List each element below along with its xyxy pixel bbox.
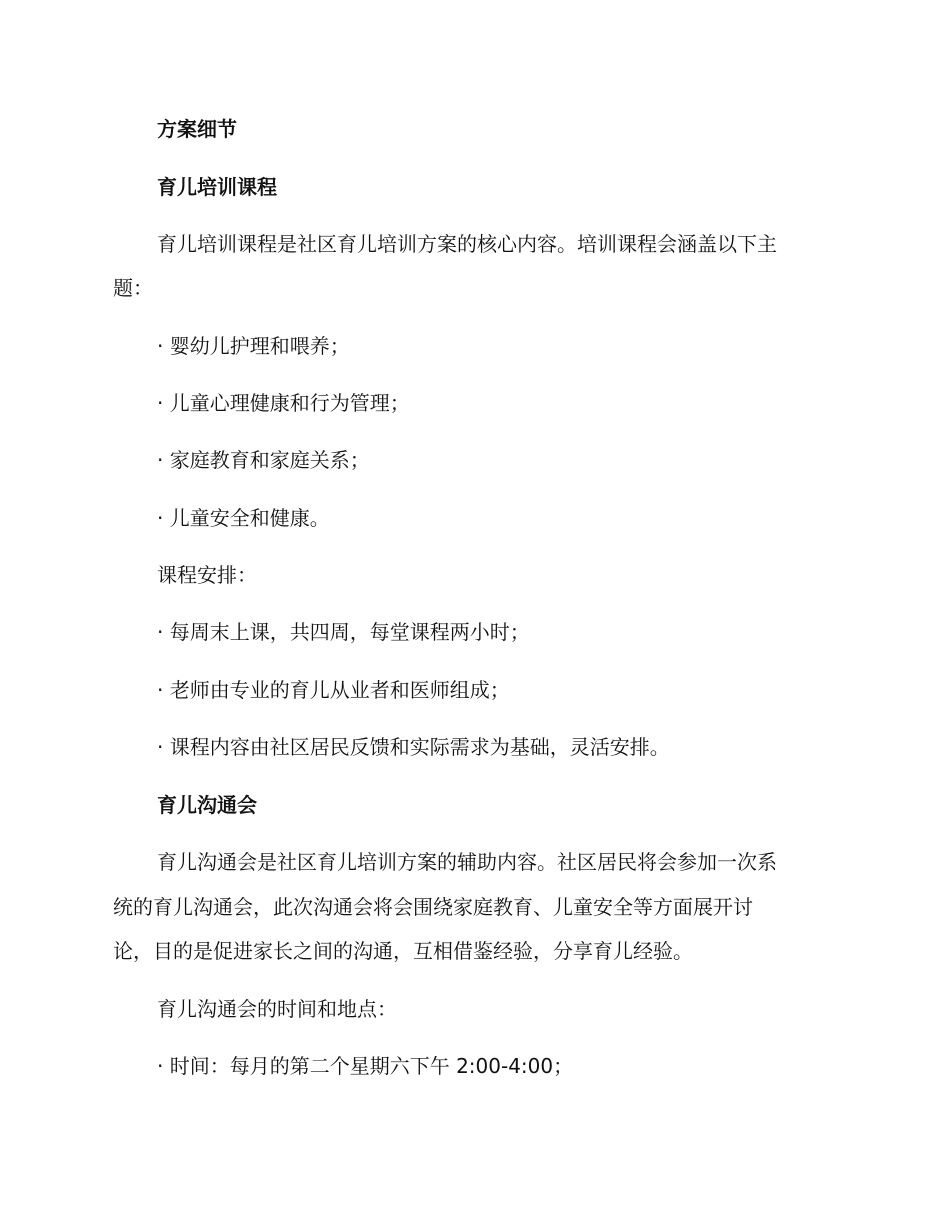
meeting-para-line-2: 统的育儿沟通会，此次沟通会将会围绕家庭教育、儿童安全等方面展开讨 xyxy=(113,895,753,919)
section-title: 方案细节 xyxy=(157,117,237,141)
schedule-item: · 课程内容由社区居民反馈和实际需求为基础，灵活安排。 xyxy=(157,735,670,759)
meeting-para-line-1: 育儿沟通会是社区育儿培训方案的辅助内容。社区居民将会参加一次系 xyxy=(157,850,777,874)
topic-item: · 家庭教育和家庭关系； xyxy=(157,448,370,472)
meeting-item: · 时间：每月的第二个星期六下午 2:00-4:00； xyxy=(157,1054,574,1078)
topic-item: · 婴幼儿护理和喂养； xyxy=(157,334,350,358)
meeting-para-line-3: 论，目的是促进家长之间的沟通，互相借鉴经验，分享育儿经验。 xyxy=(113,939,693,963)
schedule-label: 课程安排： xyxy=(157,563,257,587)
training-heading: 育儿培训课程 xyxy=(157,175,277,199)
topic-item: · 儿童安全和健康。 xyxy=(157,506,330,530)
schedule-item: · 每周末上课，共四周，每堂课程两小时； xyxy=(157,620,530,644)
topic-item: · 儿童心理健康和行为管理； xyxy=(157,391,410,415)
training-intro-line-1: 育儿培训课程是社区育儿培训方案的核心内容。培训课程会涵盖以下主 xyxy=(157,232,777,256)
training-intro-line-2: 题： xyxy=(113,276,153,300)
meeting-heading: 育儿沟通会 xyxy=(157,793,257,817)
time-place-label: 育儿沟通会的时间和地点： xyxy=(157,997,397,1021)
schedule-item: · 老师由专业的育儿从业者和医师组成； xyxy=(157,678,510,702)
